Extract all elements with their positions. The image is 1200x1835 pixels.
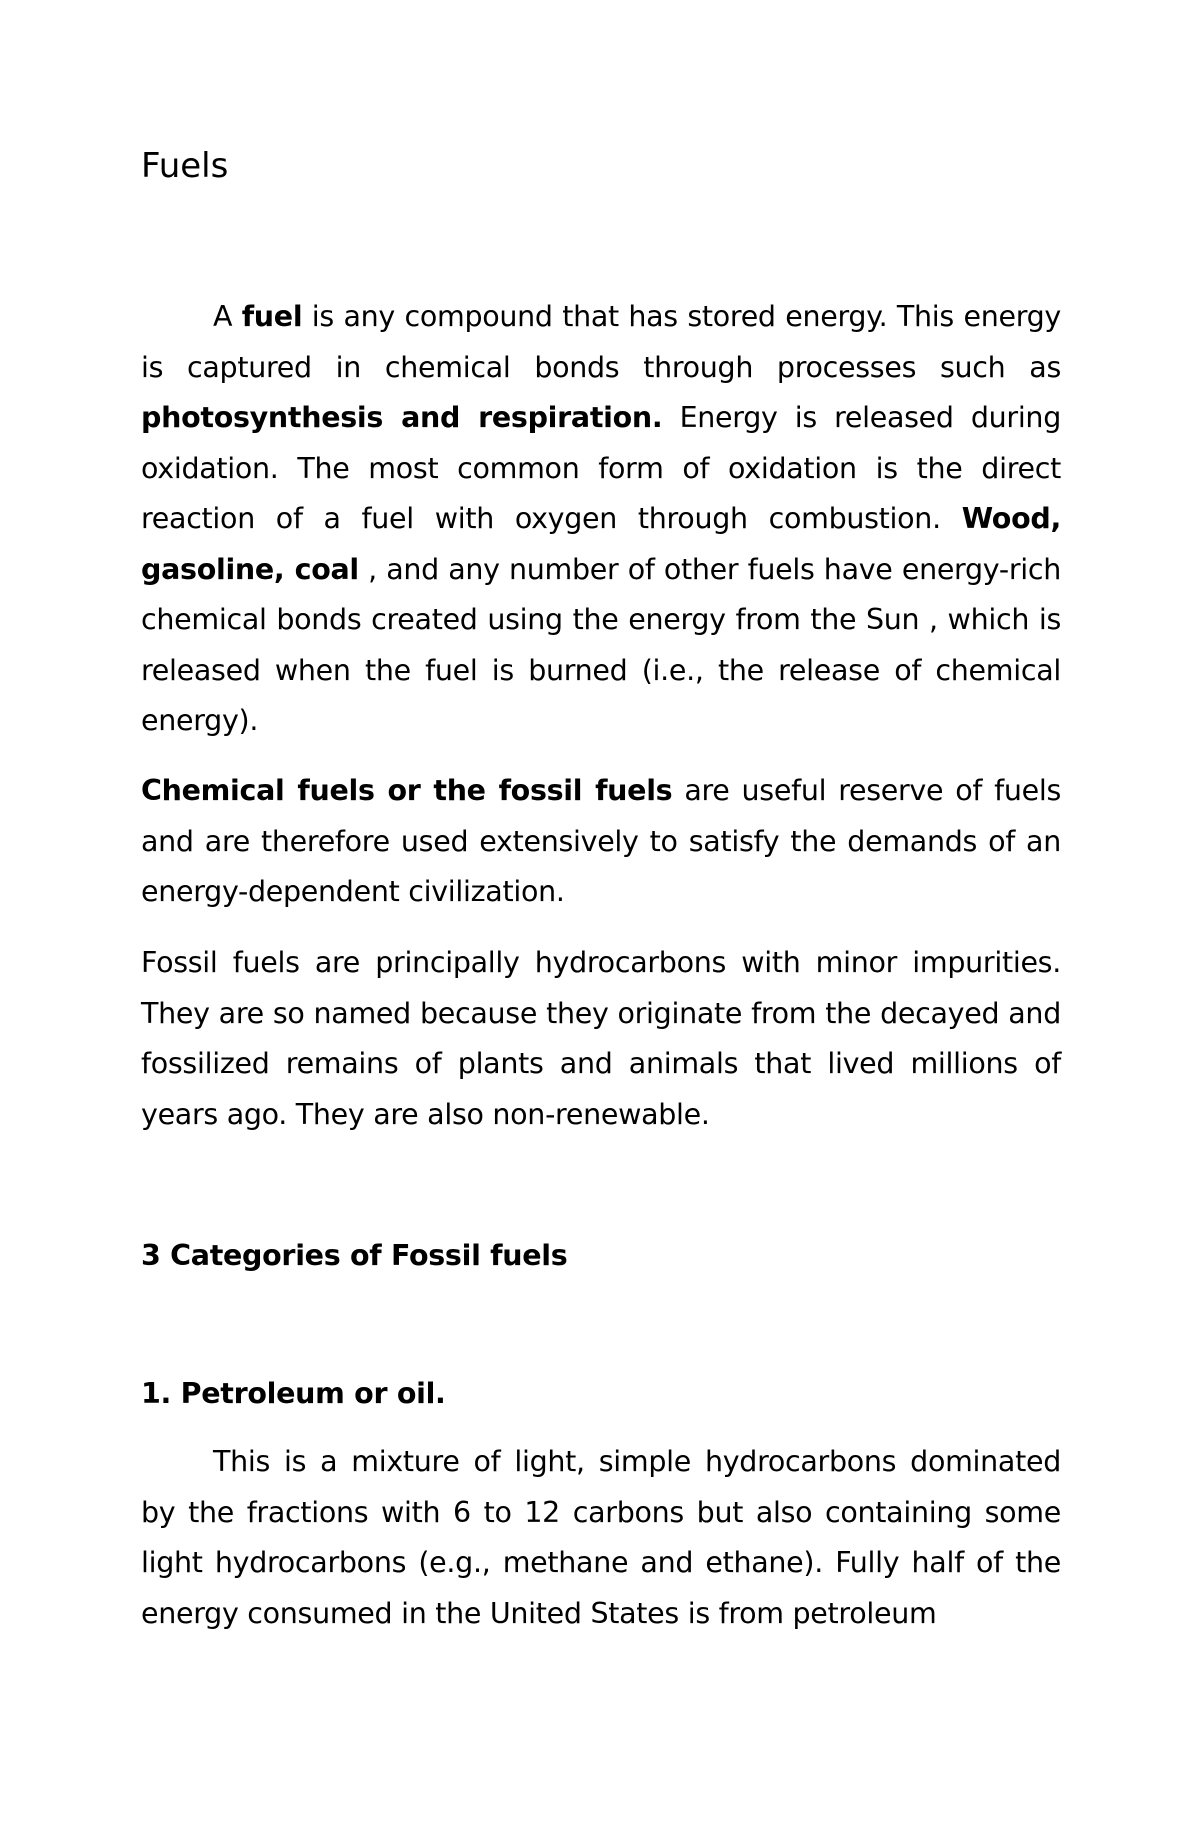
intro-bold-fuel: fuel: [241, 300, 303, 333]
intro-text-3: Energy is released during oxidation. The most common form of oxidation is the direct reaction of a fuel with oxygen through combustion.: [141, 401, 1061, 535]
intro-bold-examples: Wood, gasoline, coal: [141, 502, 1061, 586]
intro-bold-processes: photosynthesis and respiration.: [141, 401, 663, 434]
intro-text-4: , and any number of other fuels have energy-rich chemical bonds created using the energy from the Sun , which is released when the fuel is burned (i.e., the release of chemical energy).: [141, 552, 1061, 737]
chemical-bold-term: Chemical fuels or the fossil fuels: [141, 774, 673, 807]
document-title: Fuels: [141, 146, 229, 186]
intro-text-2: is any compound that has stored energy. This energy is captured in chemical bonds through processes such as: [141, 300, 1061, 384]
petroleum-paragraph: This is a mixture of light, simple hydrocarbons dominated by the fractions with 6 to 12 carbons but also containing some light hydrocarbons (e.g., methane and ethane). Fully half of the energy consumed in the United States is from petroleum: [141, 1445, 1061, 1630]
chemical-text: are useful reserve of fuels and are therefore used extensively to satisfy the demands of an energy-dependent civilization.: [141, 774, 1061, 908]
fossil-fuels-paragraph: Fossil fuels are principally hydrocarbons with minor impurities. They are so named because they originate from the decayed and fossilized remains of plants and animals that lived millions of years ago. They are also non-renewable.: [141, 946, 1061, 1131]
petroleum-heading: 1. Petroleum or oil.: [141, 1377, 446, 1410]
chemical-fuels-paragraph: [141, 766, 1061, 918]
intro-text-1: A: [213, 300, 242, 333]
categories-heading: 3 Categories of Fossil fuels: [141, 1239, 568, 1272]
intro-paragraph: [141, 292, 1061, 747]
